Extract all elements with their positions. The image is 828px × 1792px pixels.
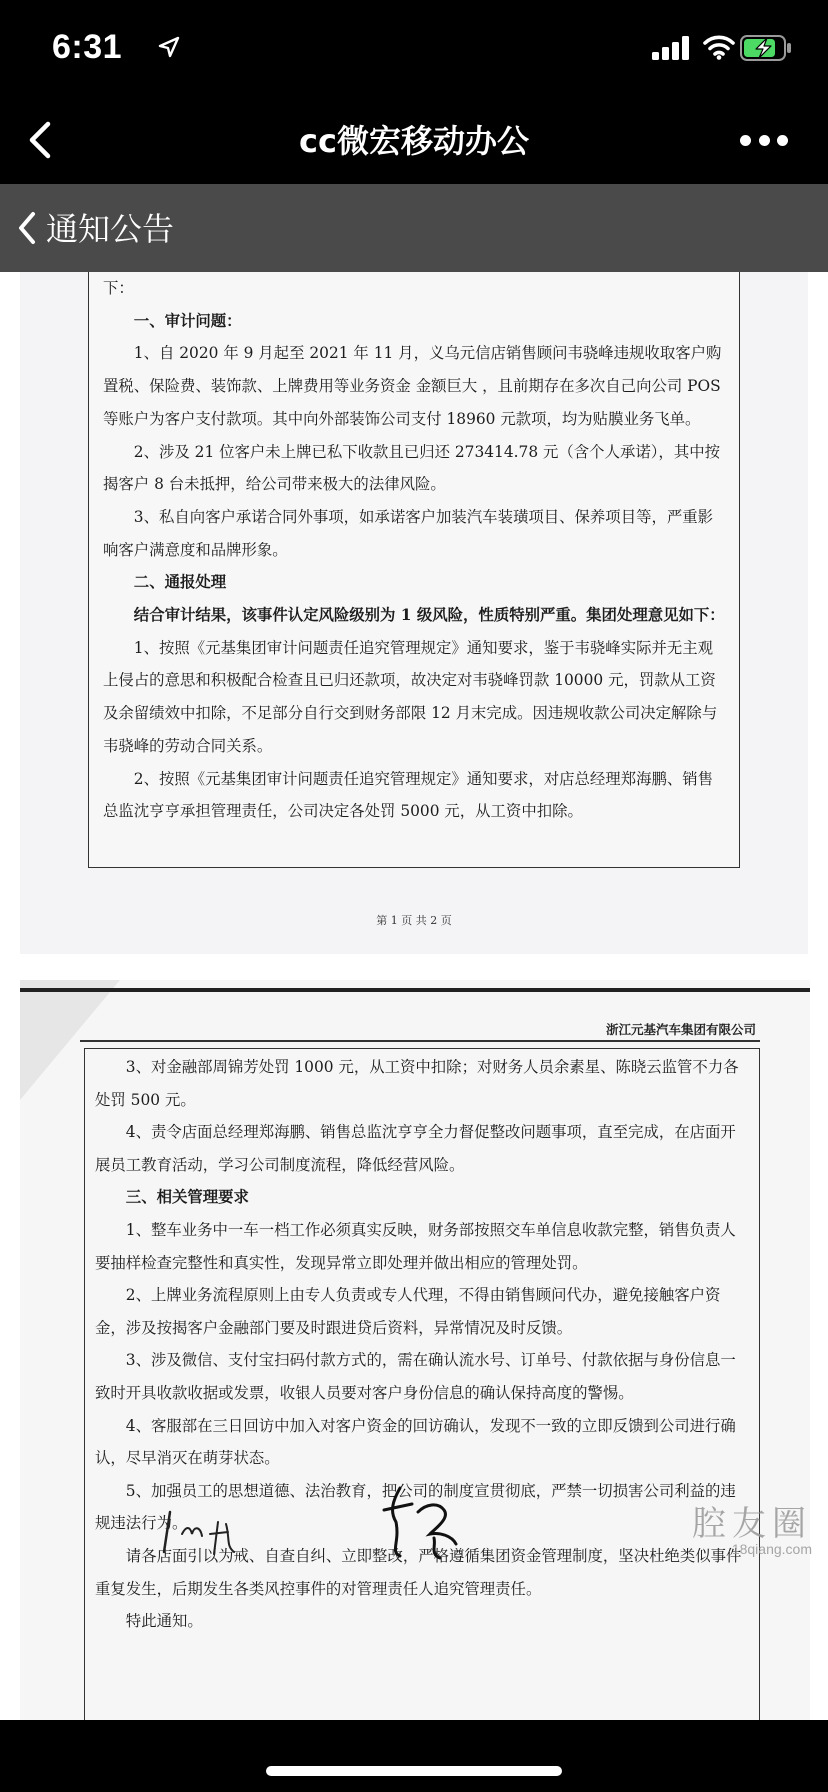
document-paragraph: 3、涉及微信、支付宝扫码付款方式的，需在确认流水号、订单号、付款依据与身份信息一致时开具收款收据或发票，收银人员要对客户身份信息的确认保持高度的警惕。 <box>95 1351 736 1402</box>
company-header: 浙江元基汽车集团有限公司 <box>605 1022 756 1037</box>
document-paragraph: 3、私自向客户承诺合同外事项，如承诺客户加装汽车装璜项目、保养项目等，严重影响客户满意度和品牌形象。 <box>103 507 714 559</box>
site-watermark <box>692 1496 812 1557</box>
watermark-domain: 18qiang.com <box>731 1541 812 1557</box>
nav-title: cc微宏移动办公 <box>299 122 529 160</box>
battery-charging-icon <box>740 35 792 61</box>
sub-back-chevron-icon[interactable] <box>14 208 40 248</box>
sub-header-title[interactable]: 通知公告 <box>46 210 175 248</box>
handwritten-signature-image <box>100 1482 600 1562</box>
page-1-frame <box>88 272 740 868</box>
document-paragraph: 特此通知。 <box>125 1612 203 1631</box>
document-paragraph: 4、客服部在三日回访中加入对客户资金的回访确认，发现不一致的立即反馈到公司进行确认，尽早消灭在萌芽状态。 <box>95 1416 736 1468</box>
document-paragraph: 1、自 2020 年 9 月起至 2021 年 11 月，义乌元信店销售顾问韦骁峰违规收取客户购置税、保险费、装饰款、上牌费用等业务资金 金额巨大 ，且前期存在多次自己向公司 POS 等账户为客户支付款项。其中向外部装饰公司支付 18960 元款项，均为贴膜业务飞单。 <box>103 344 722 428</box>
document-paragraph: 一、审计问题： <box>133 311 242 330</box>
location-arrow-icon <box>158 36 180 58</box>
nav-bar <box>0 96 828 184</box>
header-rule <box>80 1040 760 1042</box>
document-page-2 <box>20 980 810 1792</box>
status-time: 6:31 <box>52 28 123 66</box>
document-paragraph: 2、按照《元基集团审计问题责任追究管理规定》通知要求，对店总经理郑海鹏、销售总监沈亨亨承担管理责任，公司决定各处罚 5000 元，从工资中扣除。 <box>103 769 714 821</box>
document-paragraph: 2、上牌业务流程原则上由专人负责或专人代理，不得由销售顾问代办，避免接触客户资金，涉及按揭客户金融部门要及时跟进贷后资料，异常情况及时反馈。 <box>95 1286 721 1337</box>
cellular-signal-icon <box>652 36 692 60</box>
document-paragraph: 下： <box>103 279 134 297</box>
document-paragraph: 请各店面引以为戒、自查自纠、立即整改，严格遵循集团资金管理制度，坚决杜绝类似事件重复发生，后期发生各类风控事件的对管理责任人追究管理责任。 <box>95 1546 742 1598</box>
sub-header <box>0 184 828 272</box>
more-options-icon[interactable] <box>740 132 788 148</box>
document-paragraph: 3、对金融部周锦芳处罚 1000 元，从工资中扣除；对财务人员余素星、陈晓云监管不力各处罚 500 元。 <box>95 1058 739 1109</box>
page-gap <box>0 954 828 980</box>
document-paragraph: 二、通报处理 <box>133 573 227 592</box>
document-paragraph: 结合审计结果，该事件认定风险级别为 1 级风险，性质特别严重。集团处理意见如下： <box>133 606 725 625</box>
bottom-safe-area <box>0 1720 828 1792</box>
page-1-text <box>103 272 727 828</box>
page-2-top-edge <box>20 988 810 992</box>
document-paragraph: 三、相关管理要求 <box>125 1188 249 1207</box>
document-paragraph: 1、整车业务中一车一档工作必须真实反映，财务部按照交车单信息收款完整，销售负责人要抽样检查完整性和真实性，发现异常立即处理并做出相应的管理处罚。 <box>95 1220 736 1272</box>
document-paragraph: 2、涉及 21 位客户未上牌已私下收款且已归还 273414.78 元（含个人承诺），其中按揭客户 8 台未抵押，给公司带来极大的法律风险。 <box>103 442 720 494</box>
document-paragraph: 4、责令店面总经理郑海鹏、销售总监沈亨亨全力督促整改问题事项，直至完成，在店面开展员工教育活动，学习公司制度流程，降低经营风险。 <box>95 1123 736 1174</box>
document-page-1 <box>20 272 808 954</box>
wifi-icon <box>703 34 735 60</box>
document-paragraph: 1、按照《元基集团审计问题责任追究管理规定》通知要求，鉴于韦骁峰实际并无主观上侵占的意思和积极配合检查且已归还款项，故决定对韦骁峰罚款 10000 元，罚款从工资及余留绩效中扣除，不足部分自行交到财务部限 12 月末完成。因违规收款公司决定解除与韦骁峰的劳动合同关系。 <box>103 638 718 755</box>
page-2-frame <box>84 1048 760 1792</box>
document-paragraph: 5、加强员工的思想道德、法治教育，把公司的制度宣贯彻底，严禁一切损害公司利益的违规违法行为。 <box>95 1481 736 1533</box>
watermark-logo-text: 腔友圈 <box>692 1504 812 1544</box>
page-number: 第 1 页 共 2 页 <box>376 914 452 927</box>
document-viewer[interactable] <box>0 272 828 1792</box>
status-bar <box>0 0 828 96</box>
home-indicator[interactable] <box>266 1766 562 1776</box>
